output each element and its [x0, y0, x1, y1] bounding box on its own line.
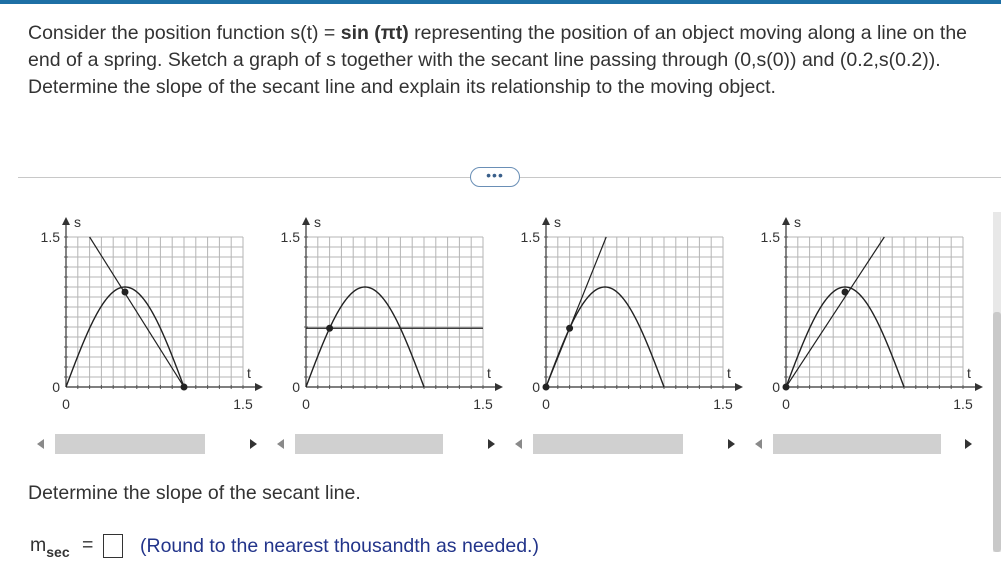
x-max-tick-label: 1.5	[953, 396, 973, 412]
x-zero-tick-label: 0	[302, 396, 310, 412]
graph-c-scrollbar[interactable]	[513, 432, 713, 456]
graph-choice-c[interactable]	[518, 205, 753, 420]
scroll-left-arrow-icon[interactable]	[277, 439, 284, 449]
x-zero-tick-label: 0	[62, 396, 70, 412]
scroll-right-arrow-icon[interactable]	[965, 439, 972, 449]
x-max-tick-label: 1.5	[473, 396, 493, 412]
scroll-left-arrow-icon[interactable]	[515, 439, 522, 449]
scroll-right-arrow-icon[interactable]	[728, 439, 735, 449]
y-zero-tick-label: 0	[772, 379, 780, 395]
msec-m: m	[30, 534, 47, 556]
scroll-right-arrow-icon[interactable]	[250, 439, 257, 449]
y-axis-label: s	[314, 214, 321, 230]
x-axis-label: t	[487, 365, 491, 381]
x-axis-arrow-icon	[735, 383, 743, 391]
y-max-tick-label: 1.5	[520, 229, 540, 245]
scroll-track[interactable]	[533, 434, 683, 454]
scroll-right-arrow-icon[interactable]	[488, 439, 495, 449]
secant-line	[546, 237, 606, 387]
graph-svg	[758, 205, 993, 420]
msec-label	[30, 534, 70, 560]
graph-choice-b[interactable]	[278, 205, 513, 420]
y-axis-arrow-icon	[302, 217, 310, 225]
graph-a-scrollbar[interactable]	[35, 432, 235, 456]
prompt-text: Determine the slope of the secant line.	[28, 482, 361, 504]
y-axis-arrow-icon	[782, 217, 790, 225]
y-axis-label: s	[794, 214, 801, 230]
x-axis-label: t	[967, 365, 971, 381]
secant-point	[842, 289, 849, 296]
graph-choice-d[interactable]	[758, 205, 993, 420]
x-axis-arrow-icon	[495, 383, 503, 391]
page-scrollbar[interactable]	[993, 212, 1001, 552]
msec-subscript: sec	[46, 544, 70, 560]
scroll-track[interactable]	[295, 434, 443, 454]
y-axis-label: s	[74, 214, 81, 230]
page-scrollbar-thumb[interactable]	[993, 312, 1001, 552]
graph-svg	[278, 205, 513, 420]
x-axis-arrow-icon	[975, 383, 983, 391]
msec-answer-input[interactable]	[103, 534, 123, 558]
graph-d-scrollbar[interactable]	[753, 432, 983, 456]
question-function: sin (πt)	[340, 22, 409, 44]
y-axis-arrow-icon	[62, 217, 70, 225]
x-zero-tick-label: 0	[542, 396, 550, 412]
secant-point	[122, 289, 129, 296]
y-max-tick-label: 1.5	[760, 229, 780, 245]
secant-point	[566, 325, 573, 332]
y-axis-label: s	[554, 214, 561, 230]
y-axis-arrow-icon	[542, 217, 550, 225]
y-max-tick-label: 1.5	[280, 229, 300, 245]
x-zero-tick-label: 0	[782, 396, 790, 412]
scroll-left-arrow-icon[interactable]	[755, 439, 762, 449]
x-axis-label: t	[727, 365, 731, 381]
expand-more-button[interactable]: •••	[470, 167, 520, 187]
top-accent-bar	[0, 0, 1001, 4]
secant-point	[181, 384, 188, 391]
y-zero-tick-label: 0	[52, 379, 60, 395]
secant-line	[786, 237, 884, 387]
scroll-track[interactable]	[773, 434, 941, 454]
equals-sign: =	[82, 534, 94, 556]
question-part-2: representing the position of an object moving along a line on the end of a spring. Sketch a graph of s together with the secant line passing through (0,s(0)) and (0.2,s(0.2)). Determine the slope of the secant line and explain its relationship to the moving object.	[28, 22, 968, 98]
x-max-tick-label: 1.5	[713, 396, 733, 412]
y-zero-tick-label: 0	[532, 379, 540, 395]
x-axis-label: t	[247, 365, 251, 381]
secant-point	[326, 325, 333, 332]
graph-b-scrollbar[interactable]	[275, 432, 475, 456]
x-max-tick-label: 1.5	[233, 396, 253, 412]
secant-point	[783, 384, 790, 391]
y-max-tick-label: 1.5	[40, 229, 60, 245]
scroll-left-arrow-icon[interactable]	[37, 439, 44, 449]
rounding-hint: (Round to the nearest thousandth as needed.)	[140, 535, 539, 557]
x-axis-arrow-icon	[255, 383, 263, 391]
question-text	[28, 20, 988, 101]
secant-point	[543, 384, 550, 391]
graph-svg	[38, 205, 273, 420]
graph-choice-a[interactable]	[38, 205, 273, 420]
question-part-1: Consider the position function s(t) =	[28, 22, 341, 44]
y-zero-tick-label: 0	[292, 379, 300, 395]
scroll-track[interactable]	[55, 434, 205, 454]
graph-svg	[518, 205, 753, 420]
